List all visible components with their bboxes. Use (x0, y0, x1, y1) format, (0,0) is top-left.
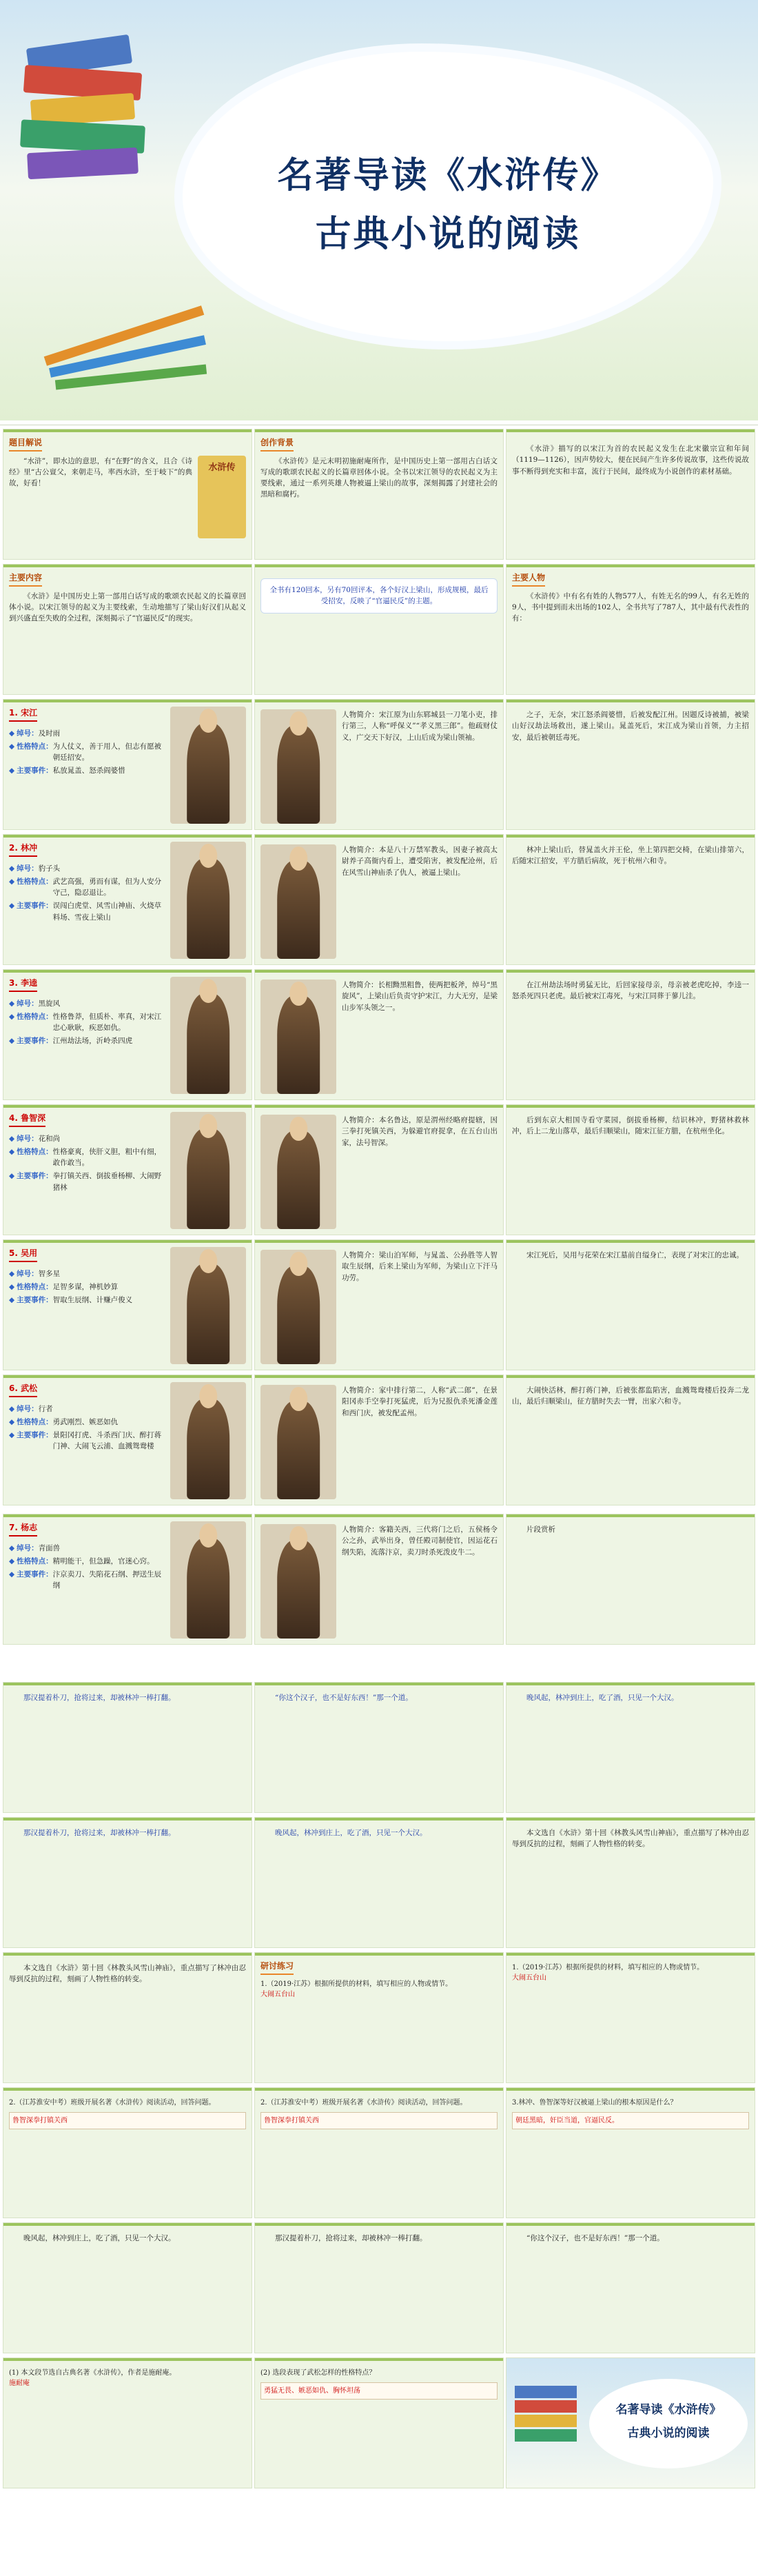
character-number: 5. 吴用 (9, 1247, 37, 1262)
character-more: 林冲上梁山后，替晁盖火并王伦，坐上第四把交椅，在梁山排第六，后随宋江招安，平方腊后病故，死于杭州六和寺。 (512, 846, 749, 866)
end-title: 名著导读《水浒传》 (615, 2403, 721, 2417)
character-portrait (170, 1112, 246, 1229)
character-portrait (170, 707, 246, 824)
character-nickname: 行者 (38, 1404, 53, 1413)
character-detail-slide (506, 969, 755, 1100)
slide-excerpt-c (506, 1682, 755, 1813)
section-header: 主要人物 (512, 571, 545, 587)
question-4: (1) 本文段节选自古典名著《水浒传》，作者是施耐庵。 (9, 2369, 176, 2377)
character-more: 宋江死后，吴用与花荣在宋江墓前自缢身亡，表现了对宋江的忠诚。 (526, 1251, 744, 1259)
character-card: 3. 李逵 ◆ 绰号： 黑旋风 ◆ 性格特点： 性格鲁莽，但质朴、率真，对宋江忠心耿耿，疾恶如仇。 ◆ 主要事件： 江州劫法场，沂岭杀四虎 (3, 969, 252, 1100)
character-nickname: 花和尚 (38, 1134, 61, 1143)
character-detail-slide (506, 699, 755, 830)
character-bio: 人物简介：本是八十万禁军教头，因妻子被高太尉养子高衙内看上，遭受陷害，被发配沧州，后在风雪山神庙杀了仇人，被逼上梁山。 (342, 846, 498, 877)
character-detail-slide (506, 1375, 755, 1505)
slide-q2 (3, 2087, 252, 2218)
cover-pencils (41, 290, 221, 400)
versions-note: 全书有120回本，另有70回评本，各个好汉上梁山，形成规模，最后受招安，反映了“官逼民反”的主题。 (260, 578, 498, 613)
slide-background (254, 429, 504, 560)
character-portrait (170, 1247, 246, 1364)
title-explain-text: “水浒”，即水边的意思，有“在野”的含义，且合《诗经》里“古公亶父，来朝走马，率西水浒，至于岐下”的典故，好看！ (9, 456, 192, 488)
slide-reading-3 (506, 2222, 755, 2353)
practice-question: 1.（2019·江苏）根据所提供的材料，填写相应的人物或情节。 (512, 1964, 704, 1971)
character-bio-slide (254, 1514, 504, 1645)
section-header: 研讨练习 (260, 1960, 294, 1975)
characters-intro: 《水浒传》中有名有姓的人物577人，有姓无名的99人，有名无姓的9人，书中提到而未出场的102人，全书共写了787人，其中最有代表性的有： (512, 591, 749, 623)
answer-3: 朝廷黑暗，奸臣当道，官逼民反。 (512, 2112, 749, 2129)
character-image (260, 980, 336, 1094)
reading-text: 晚风起，林冲到庄上，吃了酒，只见一个大汉。 (23, 2234, 176, 2242)
character-more: 之子，无奈，宋江怒杀阎婆惜，后被发配江州。因题反诗被捕，被梁山好汉劫法场救出，遂上梁山。晁盖死后，宋江成为梁山首领，力主招安，最后被朝廷毒死。 (512, 711, 749, 742)
character-bio-slide (254, 699, 504, 830)
character-portrait (170, 1382, 246, 1499)
practice-question: 1.（2019·江苏）根据所提供的材料，填写相应的人物或情节。 (260, 1980, 453, 1988)
slide-q2b (254, 2087, 504, 2218)
character-more: 在江州劫法场时勇猛无比，后回家接母亲，母亲被老虎吃掉，李逵一怒杀死四只老虎。最后被宋江毒死，与宋江同葬于蓼儿洼。 (512, 981, 749, 1001)
slide-reading-2 (254, 2222, 504, 2353)
character-card: 6. 武松 ◆ 绰号： 行者 ◆ 性格特点： 勇武刚烈、嫉恶如仇 ◆ 主要事件： 景阳冈打虎、斗杀西门庆、醉打蒋门神、大闹飞云浦、血溅鸳鸯楼 (3, 1375, 252, 1505)
character-events: 汴京卖刀、失陷花石纲、押送生辰纲 (52, 1570, 162, 1590)
character-detail-slide (506, 1104, 755, 1235)
character-traits: 勇武刚烈、嫉恶如仇 (52, 1417, 119, 1426)
slide-practice (254, 1952, 504, 2083)
character-traits: 武艺高强，勇而有谋，但为人安分守己，隐忍退让。 (52, 877, 162, 897)
slide-excerpt-a (3, 1682, 252, 1813)
character-nickname: 青面兽 (38, 1543, 61, 1552)
character-number: 4. 鲁智深 (9, 1112, 45, 1127)
question-5: (2) 选段表现了武松怎样的性格特点？ (260, 2369, 376, 2377)
character-bio: 人物简介：长相黝黑粗鲁，使两把板斧，绰号“黑旋风”，上梁山后负责守护宋江，力大无穷，是梁山步军头领之一。 (342, 981, 498, 1012)
excerpt-text: 那汉提着朴刀，抢将过来，却被林冲一棒打翻。 (23, 1694, 176, 1702)
character-bio-slide (254, 834, 504, 965)
character-more: 大闹快活林，醉打蒋门神，后被张都监陷害，血溅鸳鸯楼后投奔二龙山，最后归顺梁山，征方腊时失去一臂，出家六和寺。 (512, 1386, 749, 1406)
character-image (260, 1250, 336, 1364)
slide-main-characters (506, 564, 755, 695)
slide-excerpt-d (3, 1817, 252, 1948)
character-number: 6. 武松 (9, 1382, 37, 1397)
character-card: 7. 杨志 ◆ 绰号： 青面兽 ◆ 性格特点： 精明能干，但急躁，官迷心窍。 ◆ 主要事件： 汴京卖刀、失陷花石纲、押送生辰纲 (3, 1514, 252, 1645)
character-detail-slide (506, 1239, 755, 1370)
character-traits: 性格豪爽，侠肝义胆，粗中有细，敢作敢当。 (52, 1147, 162, 1168)
character-bio-slide (254, 1104, 504, 1235)
character-number: 3. 李逵 (9, 977, 37, 992)
end-subtitle: 古典小说的阅读 (627, 2426, 710, 2440)
slide-background-2 (506, 429, 755, 560)
character-number: 2. 林冲 (9, 842, 37, 857)
slide-final-q2 (254, 2357, 504, 2488)
character-number: 7. 杨志 (9, 1521, 37, 1537)
character-traits: 精明能干，但急躁，官迷心窍。 (52, 1556, 154, 1565)
character-bio-slide (254, 1239, 504, 1370)
excerpt-text: 那汉提着朴刀，抢将过来，却被林冲一棒打翻。 (23, 1829, 176, 1837)
answer-4: 施耐庵 (9, 2380, 30, 2387)
slide-main-content (3, 564, 252, 695)
character-card: 2. 林冲 ◆ 绰号： 豹子头 ◆ 性格特点： 武艺高强，勇而有谋，但为人安分守己，隐忍退让。 ◆ 主要事件： 误闯白虎堂、风雪山神庙、火烧草料场、雪夜上梁山 (3, 834, 252, 965)
character-events: 景阳冈打虎、斗杀西门庆、醉打蒋门神、大闹飞云浦、血溅鸳鸯楼 (52, 1431, 162, 1451)
character-image (260, 1524, 336, 1639)
section-header: 主要内容 (9, 571, 42, 587)
practice-answer: 大闹五台山 (512, 1974, 546, 1982)
character-more: 片段赏析 (526, 1525, 555, 1534)
slide-review (506, 1817, 755, 1948)
excerpt-text: “你这个汉子，也不是好东西！”那一个道。 (275, 1694, 413, 1702)
character-image (260, 1385, 336, 1499)
practice-answer: 大闹五台山 (260, 1990, 295, 1998)
slide-excerpt-e (254, 1817, 504, 1948)
reading-text: “你这个汉子，也不是好东西！”那一个道。 (526, 2234, 664, 2242)
background-text-2: 《水浒》描写的以宋江为首的农民起义发生在北宋徽宗宣和年间（1119—1126），因声势较大，便在民间产生许多传说故事，这些传说故事不断得到充实和丰富，流行于民间，最终成为小说创作的素材基础。 (512, 445, 749, 476)
character-card: 1. 宋江 ◆ 绰号： 及时雨 ◆ 性格特点： 为人仗义，善于用人，但志有愿被朝廷招安。 ◆ 主要事件： 私放晁盖、怒杀阎婆惜 (3, 699, 252, 830)
practice-intro: 本文选自《水浒》第十回《林教头风雪山神庙》，重点描写了林冲由忍辱到反抗的过程，刻画了人物性格的转变。 (9, 1964, 246, 1984)
character-image (260, 1115, 336, 1229)
question-3: 3.林冲、鲁智深等好汉被逼上梁山的根本原因是什么？ (512, 2099, 677, 2107)
character-events: 私放晁盖、怒杀阎婆惜 (52, 767, 125, 775)
slide-reading-1 (3, 2222, 252, 2353)
slide-versions (254, 564, 504, 695)
review-text: 本文选自《水浒》第十回《林教头风雪山神庙》，重点描写了林冲由忍辱到反抗的过程，刻画了人物性格的转变。 (512, 1829, 749, 1849)
character-bio: 人物简介：宋江原为山东郓城县一刀笔小吏，排行第三，人称“呼保义”“孝义黑三郎”。他疏财仗义，广交天下好汉，上山后成为梁山领袖。 (342, 711, 498, 742)
character-nickname: 黑旋风 (38, 999, 61, 1008)
character-portrait (170, 977, 246, 1094)
question-2: 2.（江苏淮安中考）班级开展名著《水浒传》阅读活动，回答问题。 (9, 2099, 216, 2107)
character-image (260, 709, 336, 824)
character-events: 拳打镇关西、倒拔垂杨柳、大闹野猪林 (52, 1172, 162, 1192)
character-nickname: 豹子头 (38, 864, 61, 873)
section-header: 题目解说 (9, 436, 42, 452)
character-bio: 人物简介：客籍关西，三代将门之后，五侯杨令公之孙，武举出身，曾任殿司制使官，因运花石纲失陷，流落汴京，卖刀时杀死泼皮牛二。 (342, 1525, 498, 1556)
answer-2b: 鲁智深拳打镇关西 (260, 2112, 498, 2129)
character-bio: 人物简介：梁山泊军师，与晁盖、公孙胜等人智取生辰纲，后来上梁山为军师，为梁山立下汗马功劳。 (342, 1251, 498, 1282)
character-events: 智取生辰纲、计赚卢俊义 (52, 1296, 133, 1305)
cover-subtitle: 古典小说的阅读 (315, 213, 581, 255)
character-portrait (170, 1521, 246, 1639)
character-more: 后到东京大相国寺看守菜园，倒拔垂杨柳，结识林冲，野猪林救林冲，后上二龙山落草，最后归顺梁山，随宋江征方腊，在杭州坐化。 (512, 1116, 749, 1136)
question-2b: 2.（江苏淮安中考）班级开展名著《水浒传》阅读活动，回答问题。 (260, 2099, 467, 2107)
character-portrait (170, 842, 246, 959)
slide-practice-intro (3, 1952, 252, 2083)
book-cover-image: 水浒传 (198, 456, 246, 538)
character-card: 5. 吴用 ◆ 绰号： 智多星 ◆ 性格特点： 足智多谋，神机妙算 ◆ 主要事件： 智取生辰纲、计赚卢俊义 (3, 1239, 252, 1370)
character-detail-slide (506, 1514, 755, 1645)
section-header: 创作背景 (260, 436, 294, 452)
slide-practice-2 (506, 1952, 755, 2083)
cover-slide (0, 0, 758, 420)
character-image (260, 844, 336, 959)
slide-q3 (506, 2087, 755, 2218)
slide-title-explain (3, 429, 252, 560)
main-content-text: 《水浒》是中国历史上第一部用白话写成的歌颂农民起义的长篇章回体小说。以宋江领导的起义为主要线索，生动地描写了梁山好汉们从起义到兴盛直至失败的全过程，深刻揭示了“官逼民反”的现实。 (9, 591, 246, 623)
excerpt-text: 晚风起，林冲到庄上，吃了酒，只见一个大汉。 (526, 1694, 679, 1702)
slide-excerpt-b (254, 1682, 504, 1813)
character-traits: 足智多谋，神机妙算 (52, 1282, 119, 1291)
character-card: 4. 鲁智深 ◆ 绰号： 花和尚 ◆ 性格特点： 性格豪爽，侠肝义胆，粗中有细，敢作敢当。 ◆ 主要事件： 拳打镇关西、倒拔垂杨柳、大闹野猪林 (3, 1104, 252, 1235)
slide-final-q (3, 2357, 252, 2488)
character-events: 江州劫法场，沂岭杀四虎 (52, 1037, 133, 1046)
answer-5: 勇猛无畏、嫉恶如仇、胸怀坦荡 (260, 2382, 498, 2400)
reading-text: 那汉提着朴刀，抢将过来，却被林冲一棒打翻。 (275, 2234, 427, 2242)
character-traits: 为人仗义，善于用人，但志有愿被朝廷招安。 (52, 742, 162, 762)
character-bio-slide (254, 969, 504, 1100)
slide-end-cover (506, 2357, 755, 2488)
character-events: 误闯白虎堂、风雪山神庙、火烧草料场、雪夜上梁山 (52, 902, 162, 922)
answer-2: 鲁智深拳打镇关西 (9, 2112, 246, 2129)
character-traits: 性格鲁莽，但质朴、率真，对宋江忠心耿耿，疾恶如仇。 (52, 1012, 162, 1033)
character-bio: 人物简介：家中排行第二，人称“武二郎”，在景阳冈赤手空拳打死猛虎，后为兄报仇杀死潘金莲和西门庆，被发配孟州。 (342, 1386, 498, 1417)
cover-title: 名著导读《水浒传》 (277, 154, 619, 196)
character-bio: 人物简介：本名鲁达，原是渭州经略府提辖，因三拳打死镇关西，为躲避官府捉拿，在五台山出家，法号智深。 (342, 1116, 498, 1147)
character-nickname: 智多星 (38, 1269, 61, 1278)
character-number: 1. 宋江 (9, 707, 37, 722)
character-detail-slide (506, 834, 755, 965)
cover-books-illustration (14, 14, 158, 262)
background-text: 《水浒传》是元末明初施耐庵所作，是中国历史上第一部用古白话文写成的歌颂农民起义的长篇章回体小说。全书以宋江领导的农民起义为主要线索，通过一系列英雄人物被逼上梁山的故事，深刻揭露了封建社会的黑暗和腐朽。 (260, 456, 498, 499)
excerpt-text: 晚风起，林冲到庄上，吃了酒，只见一个大汉。 (275, 1829, 427, 1837)
character-nickname: 及时雨 (38, 729, 61, 738)
character-bio-slide (254, 1375, 504, 1505)
